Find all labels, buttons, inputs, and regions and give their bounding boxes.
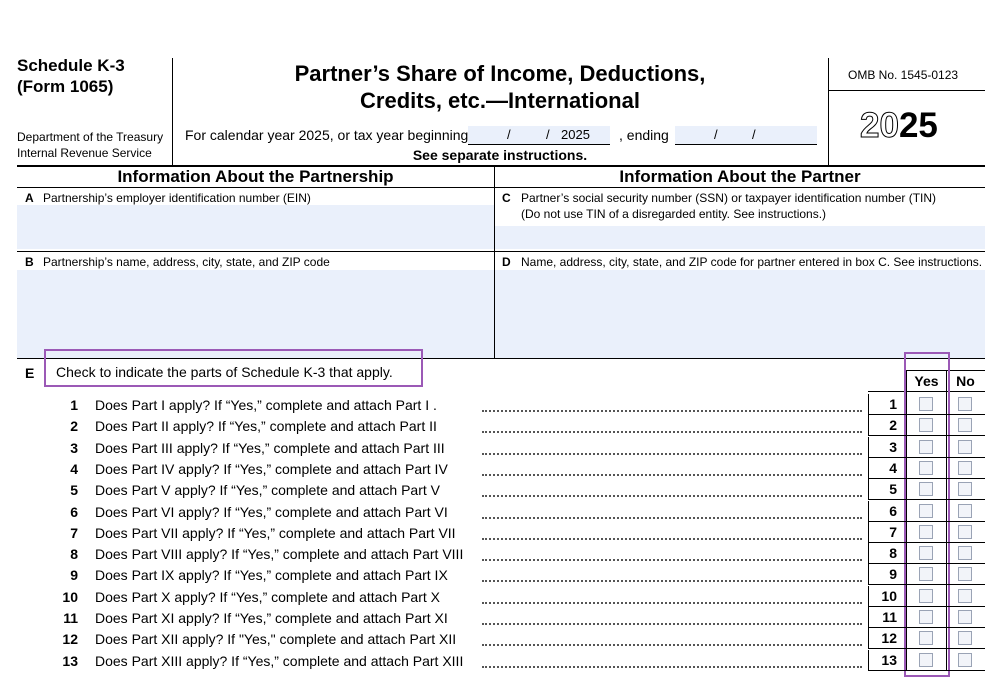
line-number-box: 13 xyxy=(868,650,901,670)
row-number: 13 xyxy=(62,652,78,669)
page-title-line2: Credits, etc.—International xyxy=(360,88,640,113)
no-checkbox[interactable] xyxy=(958,504,972,518)
row-number: 2 xyxy=(70,418,78,435)
dot-leader xyxy=(482,453,862,455)
line-number-box: 6 xyxy=(868,501,901,521)
line-number-box: 5 xyxy=(868,479,901,499)
dot-leader xyxy=(482,666,862,668)
D-label: Name, address, city, state, and ZIP code for partner entered in box C. See instructions. xyxy=(521,255,983,269)
partnership-section-title: Information About the Partnership xyxy=(117,167,394,186)
row-rule xyxy=(868,670,985,671)
no-checkbox[interactable] xyxy=(958,397,972,411)
row-number: 4 xyxy=(70,460,78,477)
no-checkbox[interactable] xyxy=(958,589,972,603)
row-number: 5 xyxy=(70,482,78,499)
B-label: Partnership’s name, address, city, state, and ZIP code xyxy=(43,255,330,269)
row-question: Does Part II apply? If “Yes,” complete and attach Part II xyxy=(95,418,437,435)
line-number-box: 11 xyxy=(868,607,901,627)
D-letter: D xyxy=(502,255,511,269)
partnership-name-field[interactable] xyxy=(17,270,494,358)
yes-checkbox[interactable] xyxy=(919,482,933,496)
line-number-box: 12 xyxy=(868,628,901,648)
yes-checkbox[interactable] xyxy=(919,589,933,603)
line-number-box: 7 xyxy=(868,522,901,542)
row-question: Does Part VII apply? If “Yes,” complete and attach Part VII xyxy=(95,524,456,541)
line-number-box: 4 xyxy=(868,458,901,478)
no-checkbox[interactable] xyxy=(958,567,972,581)
row-number: 11 xyxy=(63,610,78,626)
calendar-label: For calendar year 2025, or tax year beginning xyxy=(185,127,469,143)
year-outline: 20 xyxy=(860,106,899,145)
form-name: Schedule K-3 xyxy=(17,56,125,75)
form-number: (Form 1065) xyxy=(17,77,114,96)
no-checkbox[interactable] xyxy=(958,610,972,624)
dot-leader xyxy=(482,623,862,625)
line-number-box: 3 xyxy=(868,437,901,457)
date-slash: / xyxy=(546,127,550,142)
E-letter: E xyxy=(25,365,35,381)
dot-leader xyxy=(482,495,862,497)
line-number-box: 2 xyxy=(868,415,901,435)
partner-name-field[interactable] xyxy=(495,270,985,358)
dot-leader xyxy=(482,474,862,476)
omb-number: OMB No. 1545-0123 xyxy=(848,68,959,82)
line-number-box: 9 xyxy=(868,564,901,584)
row-question: Does Part XIII apply? If “Yes,” complete and attach Part XIII xyxy=(95,652,464,669)
row-number: 7 xyxy=(70,524,78,541)
no-checkbox[interactable] xyxy=(958,525,972,539)
row-question: Does Part XII apply? If "Yes," complete and attach Part XII xyxy=(95,631,457,648)
tax-year xyxy=(860,106,938,146)
year-bold: 25 xyxy=(898,106,938,145)
yes-checkbox[interactable] xyxy=(919,418,933,432)
date-slash: / xyxy=(714,127,718,142)
row-number: 10 xyxy=(62,588,78,605)
C-label-2: (Do not use TIN of a disregarded entity. See instructions.) xyxy=(521,207,827,221)
dot-leader xyxy=(482,517,862,519)
row-question: Does Part XI apply? If “Yes,” complete and attach Part XI xyxy=(95,610,448,626)
dot-leader xyxy=(482,410,862,412)
tax-year-end-field[interactable] xyxy=(675,126,817,145)
dept-line2: Internal Revenue Service xyxy=(17,146,152,160)
row-question: Does Part X apply? If “Yes,” complete and attach Part X xyxy=(95,588,440,605)
E-label: Check to indicate the parts of Schedule K-3 that apply. xyxy=(56,364,393,380)
dept-line1: Department of the Treasury xyxy=(17,130,164,144)
yes-checkbox[interactable] xyxy=(919,397,933,411)
row-number: 3 xyxy=(70,439,78,456)
yes-checkbox[interactable] xyxy=(919,653,933,667)
A-label: Partnership’s employer identification number (EIN) xyxy=(43,191,311,205)
yes-checkbox[interactable] xyxy=(919,567,933,581)
row-question: Does Part V apply? If “Yes,” complete and attach Part V xyxy=(95,482,440,499)
dot-leader xyxy=(482,431,862,433)
row-number: 6 xyxy=(70,503,78,520)
row-question: Does Part III apply? If “Yes,” complete and attach Part III xyxy=(95,439,445,456)
yes-checkbox[interactable] xyxy=(919,504,933,518)
row-number: 9 xyxy=(70,567,78,584)
yes-checkbox[interactable] xyxy=(919,546,933,560)
B-letter: B xyxy=(25,255,34,269)
row-number: 8 xyxy=(70,546,78,563)
C-letter: C xyxy=(502,191,511,205)
no-checkbox[interactable] xyxy=(958,461,972,475)
no-checkbox[interactable] xyxy=(958,482,972,496)
row-question: Does Part IV apply? If “Yes,” complete and attach Part IV xyxy=(95,460,448,477)
ending-label: , ending xyxy=(619,127,669,143)
no-checkbox[interactable] xyxy=(958,440,972,454)
date-slash: / xyxy=(507,127,511,142)
date-year: 2025 xyxy=(561,127,590,142)
dot-leader xyxy=(482,644,862,646)
yes-checkbox[interactable] xyxy=(919,461,933,475)
no-checkbox[interactable] xyxy=(958,631,972,645)
yes-checkbox[interactable] xyxy=(919,440,933,454)
line-number-box: 10 xyxy=(868,586,901,606)
row-question: Does Part VIII apply? If “Yes,” complete and attach Part VIII xyxy=(95,546,464,563)
line-number-box: 8 xyxy=(868,543,901,563)
no-header: No xyxy=(956,373,975,389)
row-question: Does Part IX apply? If “Yes,” complete and attach Part IX xyxy=(95,567,448,584)
row-number: 12 xyxy=(62,631,78,648)
yes-checkbox[interactable] xyxy=(919,610,933,624)
row-number: 1 xyxy=(70,397,78,413)
dot-leader xyxy=(482,602,862,604)
yes-checkbox[interactable] xyxy=(919,631,933,645)
no-checkbox[interactable] xyxy=(958,653,972,667)
ein-field[interactable] xyxy=(17,205,494,249)
instructions-note: See separate instructions. xyxy=(412,147,588,163)
page-title: Partner’s Share of Income, Deductions, xyxy=(294,61,706,86)
dot-leader xyxy=(482,580,862,582)
A-letter: A xyxy=(25,191,34,205)
dot-leader xyxy=(482,559,862,561)
no-checkbox[interactable] xyxy=(958,418,972,432)
C-label: Partner’s social security number (SSN) or taxpayer identification number (TIN) xyxy=(521,191,937,205)
dot-leader xyxy=(482,538,862,540)
row-question: Does Part VI apply? If “Yes,” complete and attach Part VI xyxy=(95,503,448,520)
yes-header: Yes xyxy=(914,373,939,389)
line-number-box: 1 xyxy=(868,394,901,414)
yes-checkbox[interactable] xyxy=(919,525,933,539)
ssn-tin-field[interactable] xyxy=(495,226,985,249)
row-question: Does Part I apply? If “Yes,” complete and attach Part I . xyxy=(95,397,437,413)
partner-section-title: Information About the Partner xyxy=(619,167,861,186)
no-checkbox[interactable] xyxy=(958,546,972,560)
date-slash: / xyxy=(752,127,756,142)
